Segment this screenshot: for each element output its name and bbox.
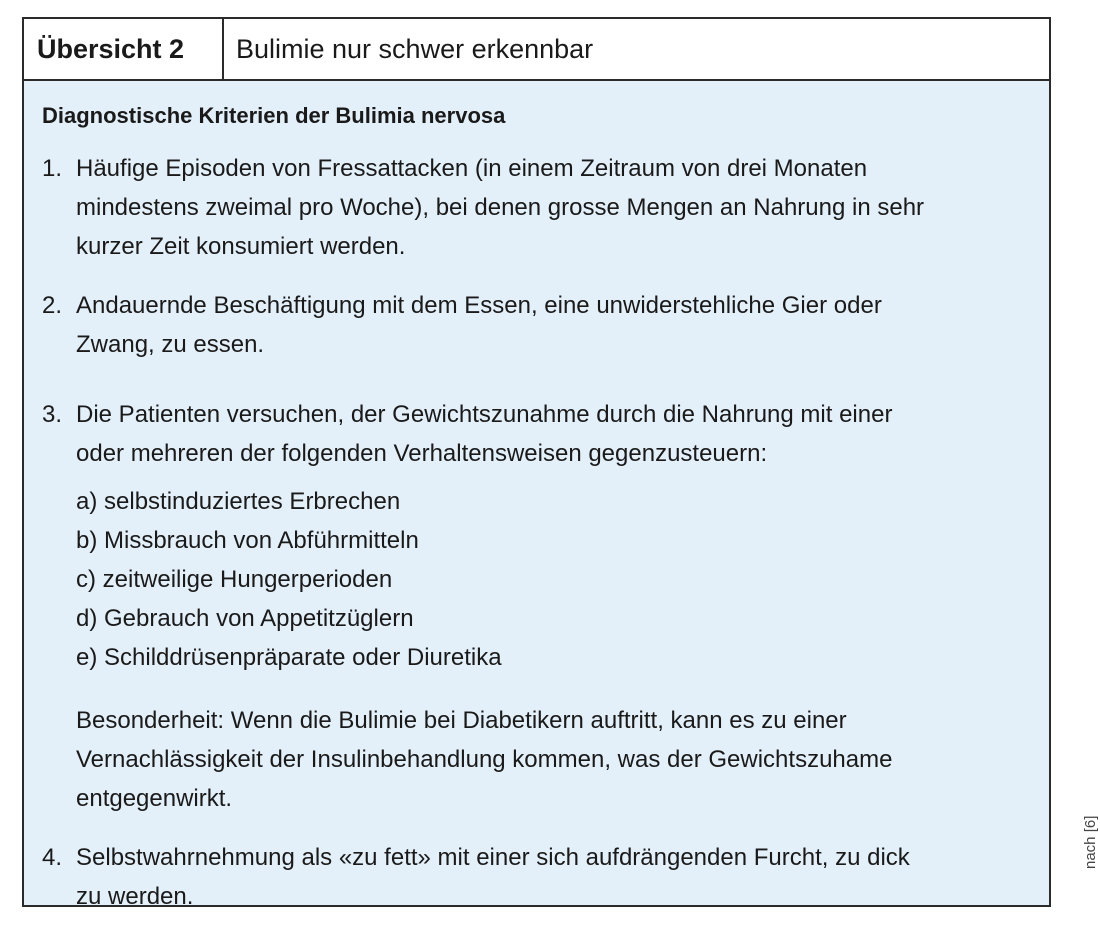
criterion-line: Andauernde Beschäftigung mit dem Essen, eine unwiderstehliche Gier oder [76,292,882,319]
criterion-number: 2. [42,292,63,319]
overview-header [24,19,1049,81]
criterion-line: mindestens zweimal pro Woche), bei denen grosse Mengen an Nahrung in sehr [76,194,925,221]
overview-box [22,17,1051,910]
subitem-e: e) Schilddrüsenpräparate oder Diuretika [76,644,502,671]
criterion-2 [42,286,882,364]
criterion-number: 3. [42,401,63,428]
overview-title: Bulimie nur schwer erkennbar [236,34,594,64]
criterion-4 [42,838,910,916]
criterion-line: Zwang, zu essen. [76,331,265,358]
criterion-line: Die Patienten versuchen, der Gewichtszunahme durch die Nahrung mit einer [76,401,893,428]
note-line: Besonderheit: Wenn die Bulimie bei Diabetikern auftritt, kann es zu einer [76,707,847,734]
criteria-heading: Diagnostische Kriterien der Bulimia nervosa [42,103,506,128]
overview-label: Übersicht 2 [24,19,224,79]
note-line: entgegenwirkt. [76,785,233,812]
criterion-line: kurzer Zeit konsumiert werden. [76,233,406,260]
criterion-line: zu werden. [76,883,194,910]
subitem-a: a) selbstinduziertes Erbrechen [76,488,401,515]
subitem-d: d) Gebrauch von Appetitzüglern [76,605,414,632]
special-note [76,701,892,818]
criterion-1 [42,149,924,266]
criterion-line: Selbstwahrnehmung als «zu fett» mit einer sich aufdrängenden Furcht, zu dick [76,844,910,871]
criterion-3 [42,395,892,473]
criterion-number: 4. [42,844,63,871]
subitem-c: c) zeitweilige Hungerperioden [76,566,393,593]
source-note: nach [6] [1082,815,1099,869]
criterion-number: 1. [42,155,63,182]
subitem-b: b) Missbrauch von Abführmitteln [76,527,419,554]
criterion-line: oder mehreren der folgenden Verhaltensweisen gegenzusteuern: [76,440,768,467]
note-line: Vernachlässigkeit der Insulinbehandlung kommen, was der Gewichtszuhame [76,746,893,773]
criterion-line: Häufige Episoden von Fressattacken (in einem Zeitraum von drei Monaten [76,155,868,182]
